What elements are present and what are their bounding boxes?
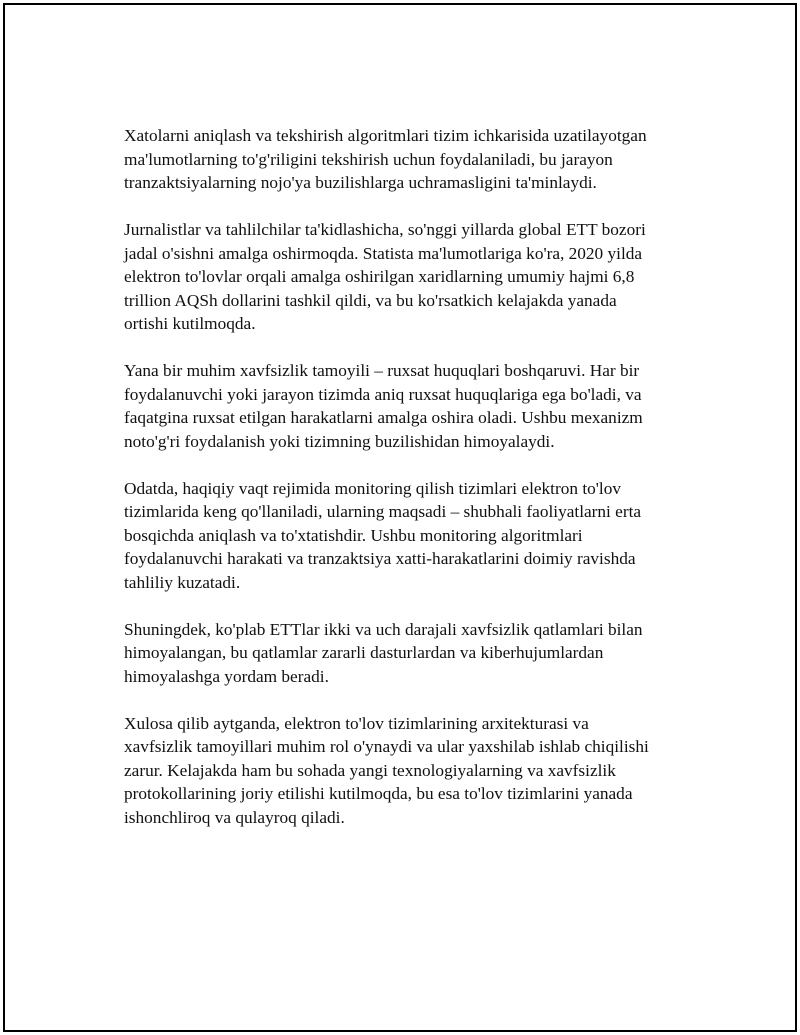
paragraph-conclusion: Xulosa qilib aytganda, elektron to'lov tizimlarining arxitekturasi va xavfsizlik tamoyillari muhim rol o'ynaydi va ular yaxshilab ishlab chiqilishi zarur. Kelajakda ham bu sohada yangi texnologiyalarning va xavfsizlik protokollarining joriy etilishi kutilmoqda, bu esa to'lov tizimlarini yanada ishonchliroq va qulayroq qiladi. bbox=[124, 713, 649, 827]
page-frame bbox=[3, 3, 797, 1032]
document-body bbox=[124, 124, 704, 853]
paragraph-market-growth: Jurnalistlar va tahlilchilar ta'kidlashicha, so'nggi yillarda global ETT bozori jadal o'sishni amalga oshirmoqda. Statista ma'lumotlariga ko'ra, 2020 yilda elektron to'lovlar orqali amalga oshirilgan xaridlarning umumiy hajmi 6,8 trillion AQSh dollarini tashkil qildi, va bu ko'rsatkich kelajakda yanada ortishi kutilmoqda. bbox=[124, 220, 646, 333]
paragraph-security-layers: Shuningdek, ko'plab ETTlar ikki va uch darajali xavfsizlik qatlamlari bilan himoyalangan, bu qatlamlar zararli dasturlardan va kiberhujumlardan himoyalashga yordam beradi. bbox=[124, 619, 643, 686]
paragraph-real-time-monitoring: Odatda, haqiqiy vaqt rejimida monitoring qilish tizimlari elektron to'lov tizimlarida keng qo'llaniladi, ularning maqsadi – shubhali faoliyatlarni erta bosqichda aniqlash va to'xtatishdir. Ushbu monitoring algoritmlari foydalanuvchi harakati va tranzaktsiya xatti-harakatlarini doimiy ravishda tahliliy kuzatadi. bbox=[124, 478, 642, 592]
paragraph-error-detection: Xatolarni aniqlash va tekshirish algoritmlari tizim ichkarisida uzatilayotgan ma'lumotlarning to'g'riligini tekshirish uchun foydalaniladi, bu jarayon tranzaktsiyalarning nojo'ya buzilishlarga uchramasligini ta'minlaydi. bbox=[124, 126, 647, 192]
paragraph-access-control: Yana bir muhim xavfsizlik tamoyili – ruxsat huquqlari boshqaruvi. Har bir foydalanuvchi yoki jarayon tizimda aniq ruxsat huquqlariga ega bo'ladi, va faqatgina ruxsat etilgan harakatlarni amalga oshira oladi. Ushbu mexanizm noto'g'ri foydalanish yoki tizimning buzilishidan himoyalaydi. bbox=[124, 361, 643, 451]
